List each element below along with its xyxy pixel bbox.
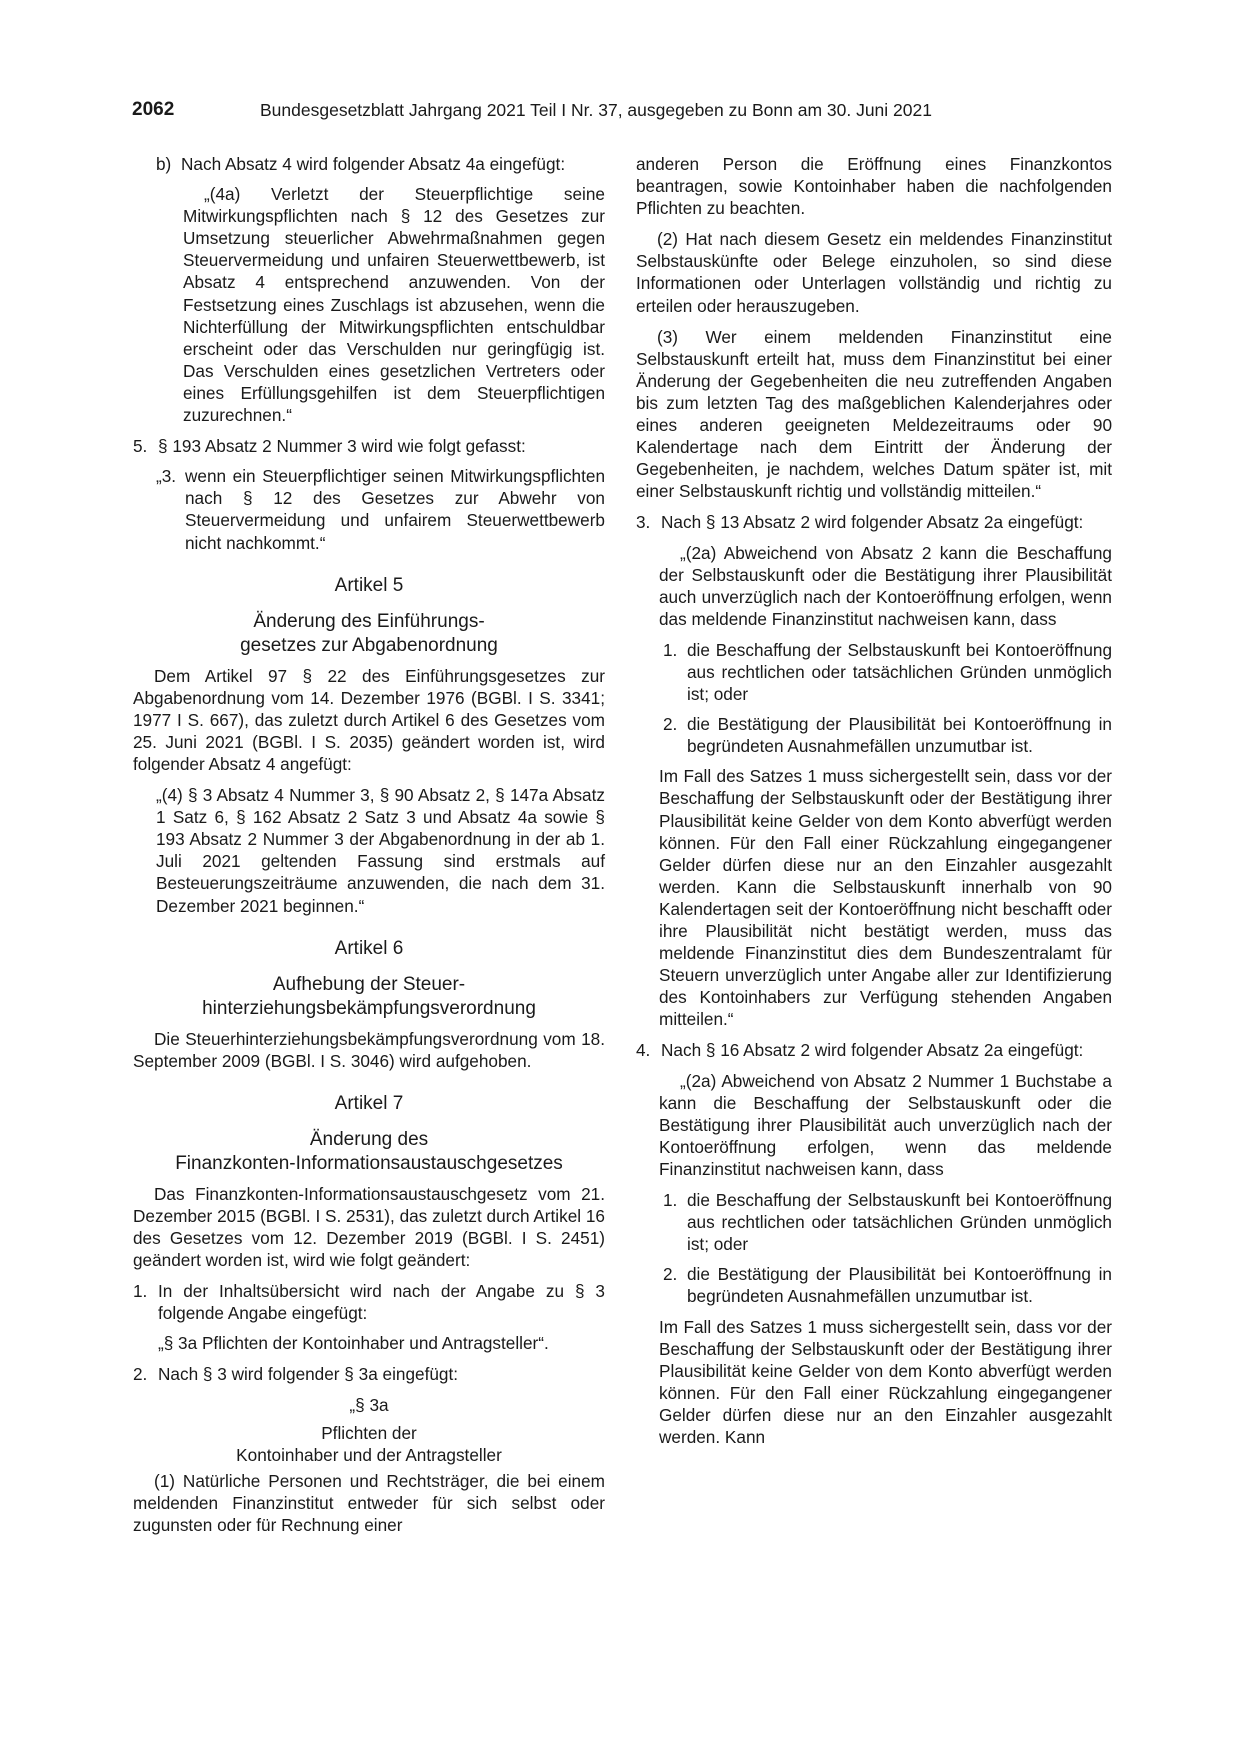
section-3a-paragraph-1: (1) Natürliche Personen und Rechtsträger, die bei einem meldenden Finanzinstitut entweder für sich selbst oder zugunsten oder für Rechnung einer: [133, 1470, 605, 1536]
left-column: [133, 153, 605, 1545]
article-7-paragraph: Das Finanzkonten-Informationsaustauschgesetz vom 21. Dezember 2015 (BGBl. I S. 2531), das zuletzt durch Artikel 16 des Gesetzes vom 12. Dezember 2019 (BGBl. I S. 2451) geändert worden ist, wird wie folgt geändert:: [133, 1183, 605, 1271]
list-item-3: [636, 511, 1112, 533]
list-label: „3.: [156, 466, 177, 487]
article-title-line: hinterziehungsbekämpfungsverordnung: [202, 997, 536, 1019]
list-text: § 193 Absatz 2 Nummer 3 wird wie folgt gefasst:: [158, 436, 526, 457]
quote-paragraph-4a: „(4a) Verletzt der Steuerpflichtige seine Mitwirkungspflichten nach § 12 des Gesetzes zur Umsetzung steuerlicher Abwehrmaßnahmen gegen Steuervermeidung und unfairen Steuerwettbewerb, ist Absatz 4 entsprechend anzuwenden. Von der Festsetzung eines Zuschlags ist abzusehen, wenn die Nichterfüllung der Mitwirkungspflichten entschuldbar erscheint oder das Verschulden nur geringfügig ist. Das Verschulden eines gesetzlichen Vertreters oder eines Erfüllungsgehilfen ist dem Steuerpflichtigen zuzurechnen.“: [183, 184, 605, 426]
article-5-quote: „(4) § 3 Absatz 4 Nummer 3, § 90 Absatz 2, § 147a Absatz 1 Satz 6, § 162 Absatz 2 Satz 3 und Absatz 4a sowie § 193 Absatz 2 Nummer 3 der Abgabenordnung in der ab 1. Juli 2021 geltenden Fassung sind erstmals auf Besteuerungszeiträume anzuwenden, die nach dem 31. Dezember 2021 beginnen.“: [156, 785, 605, 916]
sub-item-2: [663, 1263, 1112, 1307]
list-item-2: [133, 1363, 605, 1385]
list-item-b: [156, 153, 605, 175]
quote-paragraph-2a: „(2a) Abweichend von Absatz 2 Nummer 1 Buchstabe a kann die Beschaffung der Selbstauskunft oder die Bestätigung ihrer Plausibilität auch unverzüglich nach der Kontoeröffnung erfolgen, wenn das meldende Finanzinstitut nachweisen kann, dass: [659, 1070, 1112, 1179]
list-text: wenn ein Steuerpflichtiger seinen Mitwirkungspflichten nach § 12 des Gesetzes zur Abwehr von Steuervermeidung und unfairem Steuerwettbewerb nicht nachkommt.“: [185, 466, 605, 553]
article-6-title: [133, 973, 605, 1021]
article-title-line: Änderung des Einführungs-: [253, 610, 485, 632]
list-label: 2.: [663, 1264, 678, 1285]
article-5-heading: Artikel 5: [334, 574, 404, 596]
list-text: Nach § 16 Absatz 2 wird folgender Absatz 2a eingefügt:: [661, 1040, 1084, 1061]
list-text: die Bestätigung der Plausibilität bei Kontoeröffnung in begründeten Ausnahmefällen unzumutbar ist.: [687, 1264, 1112, 1307]
list-item-4: [636, 1039, 1112, 1061]
list-text: die Beschaffung der Selbstauskunft bei Kontoeröffnung aus rechtlichen oder tatsächlichen Gründen unmöglich ist; oder: [687, 639, 1112, 705]
quote-paragraph-2a: „(2a) Abweichend von Absatz 2 kann die Beschaffung der Selbstauskunft oder die Bestätigung ihrer Plausibilität auch unverzüglich nach der Kontoeröffnung erfolgen, wenn das meldende Finanzinstitut nachweisen kann, dass: [659, 542, 1112, 629]
section-3a-title-line: Kontoinhaber und der Antragsteller: [236, 1444, 502, 1465]
article-title-line: Finanzkonten-Informationsaustauschgesetzes: [175, 1152, 563, 1174]
article-title-line: gesetzes zur Abgabenordnung: [240, 634, 498, 656]
quoted-item-3: [156, 465, 605, 553]
list-label: 1.: [663, 1190, 678, 1211]
article-title-line: Aufhebung der Steuer-: [272, 973, 466, 995]
quote-paragraph-continuation: Im Fall des Satzes 1 muss sichergestellt sein, dass vor der Beschaffung der Selbstauskunft oder der Bestätigung ihrer Plausibilität keine Gelder von dem Konto abverfügt werden können. Für den Fall einer Rückzahlung eingegangener Gelder dürfen diese nur an den Einzahler ausgezahlt werden. Kann die Selbstauskunft innerhalb von 90 Kalendertagen seit der Kontoeröffnung nicht beschafft oder ihre Plausibilität nicht bestätigt werden, muss das meldende Finanzinstitut dies dem Bundeszentralamt für Steuern unverzüglich unter Angabe aller zur Identifizierung des Kontoinhabers zur Verfügung stehenden Angaben mitteilen.“: [659, 766, 1112, 1030]
sub-item-1: [663, 639, 1112, 705]
article-7-heading: Artikel 7: [334, 1092, 404, 1114]
list-label: b): [156, 154, 172, 174]
gazette-title: Bundesgesetzblatt Jahrgang 2021 Teil I Nr. 37, ausgegeben zu Bonn am 30. Juni 2021: [260, 100, 932, 120]
list-label: 1.: [133, 1281, 148, 1302]
toc-entry-quote: „§ 3a Pflichten der Kontoinhaber und Antragsteller“.: [158, 1333, 549, 1354]
section-3a-number: „§ 3a: [349, 1394, 389, 1415]
list-text: Nach Absatz 4 wird folgender Absatz 4a eingefügt:: [181, 154, 566, 174]
page-header: [132, 99, 1112, 129]
right-column: [636, 153, 1112, 1457]
list-text: die Bestätigung der Plausibilität bei Kontoeröffnung in begründeten Ausnahmefällen unzumutbar ist.: [687, 714, 1112, 757]
list-text: die Beschaffung der Selbstauskunft bei Kontoeröffnung aus rechtlichen oder tatsächlichen Gründen unmöglich ist; oder: [687, 1190, 1112, 1255]
article-5-title: [133, 610, 605, 658]
list-label: 2.: [663, 714, 678, 735]
quote-paragraph-continuation: Im Fall des Satzes 1 muss sichergestellt sein, dass vor der Beschaffung der Selbstauskunft oder der Bestätigung ihrer Plausibilität keine Gelder von dem Konto abverfügt werden können. Für den Fall einer Rückzahlung eingegangener Gelder dürfen diese nur an den Einzahler ausgezahlt werden. Kann: [659, 1316, 1112, 1447]
paragraph-1-continuation: anderen Person die Eröffnung eines Finanzkontos beantragen, sowie Kontoinhaber haben die nachfolgenden Pflichten zu beachten.: [636, 154, 1112, 219]
section-3a-title-line: Pflichten der: [321, 1422, 417, 1443]
list-item-1: [133, 1280, 605, 1324]
list-item-5: [133, 435, 605, 457]
sub-item-1: [663, 1189, 1112, 1255]
list-label: 4.: [636, 1040, 651, 1061]
list-label: 1.: [663, 639, 678, 660]
article-7-title: [133, 1128, 605, 1176]
list-label: 2.: [133, 1364, 148, 1385]
article-5-paragraph: Dem Artikel 97 § 22 des Einführungsgesetzes zur Abgabenordnung vom 14. Dezember 1976 (BGBl. I S. 3341; 1977 I S. 667), das zuletzt durch Artikel 6 des Gesetzes vom 25. Juni 2021 (BGBl. I S. 2035) geändert worden ist, wird folgender Absatz 4 angefügt:: [133, 665, 605, 774]
list-text: In der Inhaltsübersicht wird nach der Angabe zu § 3 folgende Angabe eingefügt:: [158, 1281, 605, 1324]
sub-item-2: [663, 713, 1112, 757]
page-number: 2062: [132, 99, 175, 120]
article-6-paragraph: Die Steuerhinterziehungsbekämpfungsverordnung vom 18. September 2009 (BGBl. I S. 3046) wird aufgehoben.: [133, 1028, 605, 1071]
list-text: Nach § 3 wird folgender § 3a eingefügt:: [158, 1364, 459, 1385]
list-label: 3.: [636, 512, 651, 533]
paragraph-3: (3) Wer einem meldenden Finanzinstitut eine Selbstauskunft erteilt hat, muss dem Finanzinstitut bei einer Änderung der Gegebenheiten die neu zutreffenden Angaben bis zum letzten Tag des maßgeblichen Kalenderjahres oder eines anderen geeigneten Meldezeitraums oder 90 Kalendertage nach dem Eintritt der Änderung der Gegebenheiten, je nachdem, welches Datum später ist, mit einer Selbstauskunft richtig und vollständig mitteilen.“: [636, 326, 1112, 502]
paragraph-2: (2) Hat nach diesem Gesetz ein meldendes Finanzinstitut Selbstauskünfte oder Belege einzuholen, so sind diese Informationen oder Unterlagen vollständig und richtig zu erteilen oder herauszugeben.: [636, 229, 1112, 316]
list-label: 5.: [133, 436, 148, 457]
article-title-line: Änderung des: [309, 1128, 429, 1150]
list-text: Nach § 13 Absatz 2 wird folgender Absatz 2a eingefügt:: [661, 512, 1084, 533]
article-6-heading: Artikel 6: [334, 937, 404, 959]
